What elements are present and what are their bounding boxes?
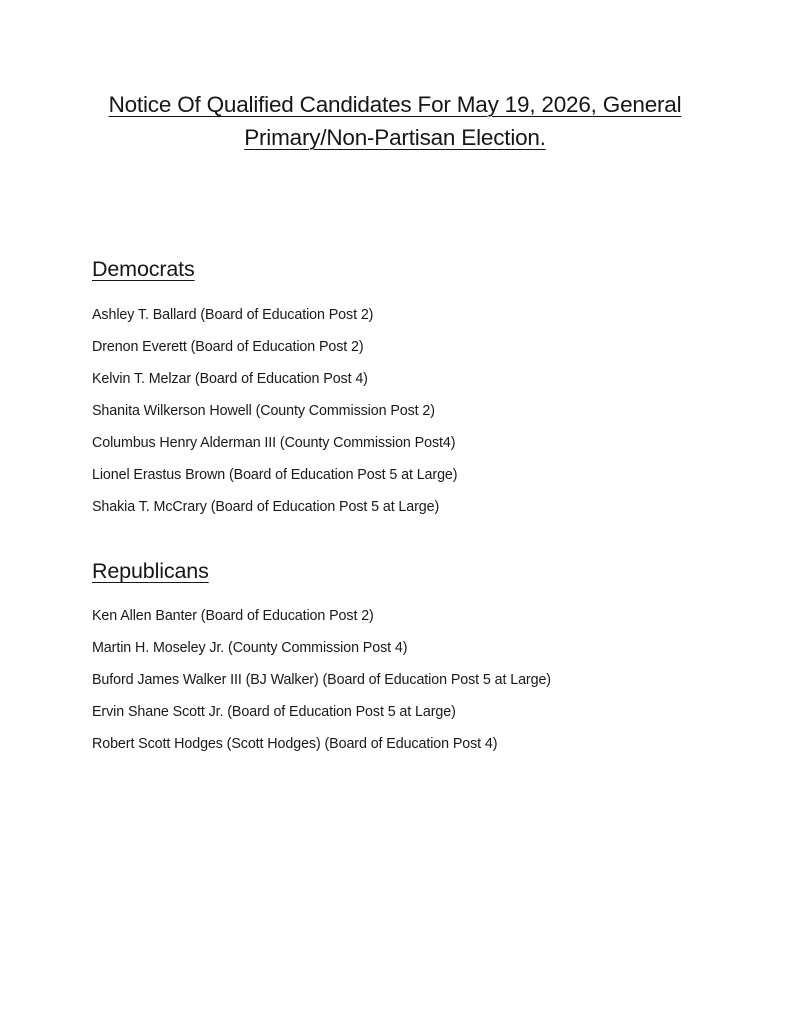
section-heading-democrats [92, 256, 195, 282]
list-item: Ervin Shane Scott Jr. (Board of Education Post 5 at Large) [92, 704, 456, 720]
list-item: Shakia T. McCrary (Board of Education Post 5 at Large) [92, 499, 440, 515]
list-item: Buford James Walker III (BJ Walker) (Board of Education Post 5 at Large) [92, 672, 551, 688]
list-item: Shanita Wilkerson Howell (County Commission Post 2) [92, 403, 435, 419]
candidate-list-republicans [92, 600, 752, 760]
page-title-line-1: Notice Of Qualified Candidates For May 19, 2026, General [108, 92, 682, 117]
list-item: Drenon Everett (Board of Education Post 2) [92, 339, 364, 355]
list-item: Lionel Erastus Brown (Board of Education Post 5 at Large) [92, 467, 458, 483]
list-item: Ken Allen Banter (Board of Education Post 2) [92, 608, 374, 624]
list-item: Martin H. Moseley Jr. (County Commission Post 4) [92, 640, 408, 656]
list-item: Robert Scott Hodges (Scott Hodges) (Board of Education Post 4) [92, 736, 498, 752]
section-heading-republicans [92, 558, 209, 584]
page-title-line-2: Primary/Non-Partisan Election. [244, 125, 546, 150]
list-item: Columbus Henry Alderman III (County Commission Post4) [92, 435, 456, 451]
list-item: Kelvin T. Melzar (Board of Education Post 4) [92, 371, 368, 387]
section-heading-republicans-label: Republicans [92, 559, 209, 583]
section-heading-democrats-label: Democrats [92, 257, 195, 281]
page-title [95, 88, 695, 154]
candidate-list-democrats [92, 299, 752, 523]
list-item: Ashley T. Ballard (Board of Education Post 2) [92, 307, 374, 323]
